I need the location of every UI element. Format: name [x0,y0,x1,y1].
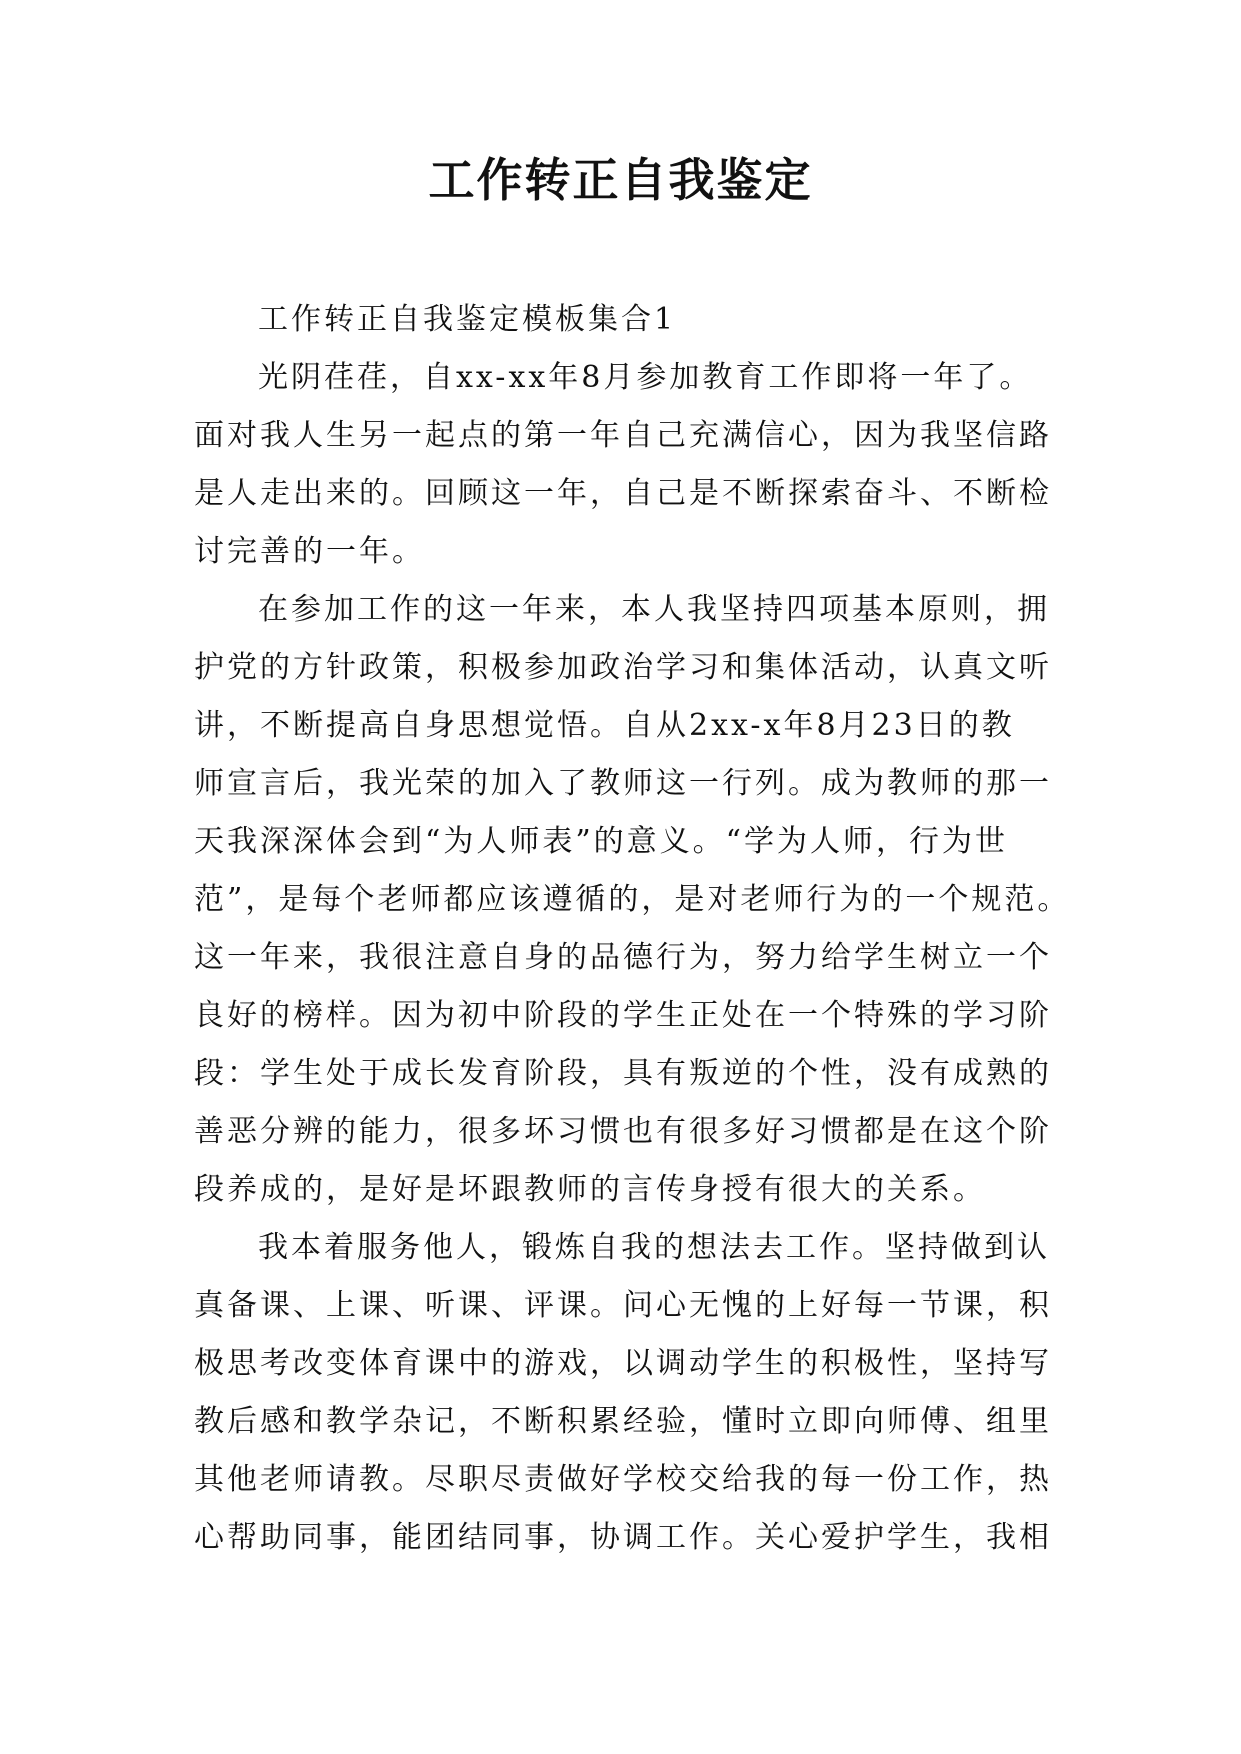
paragraph-line: 段：学生处于成长发育阶段，具有叛逆的个性，没有成熟的 [194,1056,1052,1091]
paragraph-line: 心帮助同事，能团结同事，协调工作。关心爱护学生，我相 [194,1520,1052,1555]
paragraph-3 [194,1219,1084,1567]
paragraph-line: 讨完善的一年。 [194,534,425,569]
paragraph-line: 讲，不断提高自身思想觉悟。自从2xx-x年8月23日的教 [194,708,1015,743]
paragraph-line: 面对我人生另一起点的第一年自己充满信心，因为我坚信路 [194,418,1052,453]
paragraph-line: 这一年来，我很注意自身的品德行为，努力给学生树立一个 [194,940,1052,975]
paragraph-1 [194,349,1084,581]
paragraph-line: 是人走出来的。回顾这一年，自己是不断探索奋斗、不断检 [194,476,1052,511]
document-body [194,291,1084,1567]
paragraph-line: 光阴荏荏，自xx-xx年8月参加教育工作即将一年了。 [258,360,1033,395]
paragraph-line: 师宣言后，我光荣的加入了教师这一行列。成为教师的那一 [194,766,1052,801]
paragraph-line: 护党的方针政策，积极参加政治学习和集体活动，认真文听 [194,650,1052,685]
paragraph-line: 良好的榜样。因为初中阶段的学生正处在一个特殊的学习阶 [194,998,1052,1033]
paragraph-line: 天我深深体会到“为人师表”的意义。“学为人师，行为世 [194,824,1009,859]
paragraph-2 [194,581,1084,1219]
paragraph-line: 真备课、上课、听课、评课。问心无愧的上好每一节课，积 [194,1288,1052,1323]
paragraph-line: 我本着服务他人，锻炼自我的想法去工作。坚持做到认 [258,1230,1050,1265]
paragraph-line: 段养成的，是好是坏跟教师的言传身授有很大的关系。 [194,1172,986,1207]
document-subtitle: 工作转正自我鉴定模板集合1 [258,302,677,337]
paragraph-line: 善恶分辨的能力，很多坏习惯也有很多好习惯都是在这个阶 [194,1114,1052,1149]
paragraph-line: 极思考改变体育课中的游戏，以调动学生的积极性，坚持写 [194,1346,1052,1381]
paragraph-line: 教后感和教学杂记，不断积累经验，懂时立即向师傅、组里 [194,1404,1052,1439]
paragraph-line: 在参加工作的这一年来，本人我坚持四项基本原则，拥 [258,592,1050,627]
document-title: 工作转正自我鉴定 [428,153,813,207]
paragraph-line: 范”，是每个老师都应该遵循的，是对老师行为的一个规范。 [194,882,1071,917]
paragraph-line: 其他老师请教。尽职尽责做好学校交给我的每一份工作，热 [194,1462,1052,1497]
